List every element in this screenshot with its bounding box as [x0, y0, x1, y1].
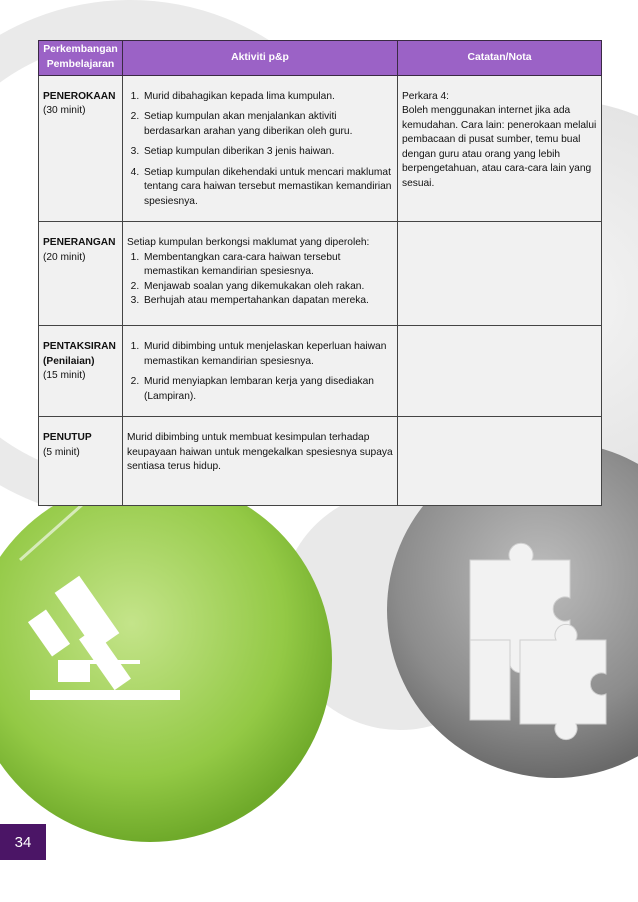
list-item: 3. Berhujah atau mempertahankan dapatan mereka. — [142, 294, 393, 308]
closing-text: Murid dibimbing untuk membuat kesimpulan terhadap keupayaan haiwan untuk mengekalkan spesiesnya supaya sentiasa terus hidup. — [127, 432, 393, 473]
activities-intro: Setiap kumpulan berkongsi maklumat yang diperoleh: — [127, 237, 370, 249]
list-item: 4. Setiap kumpulan dikehendaki untuk mencari maklumat tentang cara haiwan tersebut memastikan kemandirian spesiesnya. — [142, 166, 393, 209]
stage-cell — [39, 417, 123, 506]
notes-cell — [398, 417, 602, 506]
activities-cell — [123, 76, 398, 222]
header-stage: Perkembangan Pembelajaran — [39, 41, 123, 76]
table-header-row — [39, 41, 602, 76]
stage-name: PENERANGAN — [43, 237, 116, 249]
activities-cell — [123, 222, 398, 326]
list-item: 3. Setiap kumpulan diberikan 3 jenis haiwan. — [142, 145, 393, 159]
stage-subtitle: (Penilaian) — [43, 355, 95, 367]
notes-cell — [398, 326, 602, 417]
list-item: 2. Setiap kumpulan akan menjalankan aktiviti berdasarkan arahan yang diberikan oleh guru. — [142, 110, 393, 139]
activities-list — [127, 90, 393, 209]
notes-cell — [398, 76, 602, 222]
stage-cell — [39, 76, 123, 222]
table-row — [39, 222, 602, 326]
stage-name: PENUTUP — [43, 432, 92, 444]
page-number: 34 — [0, 824, 46, 860]
activities-cell — [123, 326, 398, 417]
table-row — [39, 76, 602, 222]
stage-duration: (15 minit) — [43, 370, 86, 382]
list-item: 2. Murid menyiapkan lembaran kerja yang disediakan (Lampiran). — [142, 375, 393, 404]
header-notes: Catatan/Nota — [398, 41, 602, 76]
table-row — [39, 326, 602, 417]
header-activities: Aktiviti p&p — [123, 41, 398, 76]
stage-duration: (5 minit) — [43, 446, 80, 458]
activities-cell — [123, 417, 398, 506]
note-title: Perkara 4: — [402, 91, 449, 102]
activities-list — [127, 340, 393, 404]
notes-cell — [398, 222, 602, 326]
stage-duration: (30 minit) — [43, 105, 86, 117]
stage-name: PENTAKSIRAN — [43, 341, 116, 353]
list-item: 1. Murid dibimbing untuk menjelaskan keperluan haiwan memastikan kemandirian spesiesnya. — [142, 340, 393, 369]
list-item: 1. Membentangkan cara-cara haiwan tersebut memastikan kemandirian spesiesnya. — [142, 251, 393, 280]
stage-cell — [39, 326, 123, 417]
note-text: Boleh menggunakan internet jika ada kemudahan. Cara lain: penerokaan melalui pembacaan di pusat sumber, temu bual dengan guru atau orang yang lebih berpengetahuan, atau cara-cara lain yang sesuai. — [402, 105, 597, 189]
stage-duration: (20 minit) — [43, 251, 86, 263]
table-row — [39, 417, 602, 506]
lesson-plan-table — [38, 40, 602, 506]
list-item: 1. Murid dibahagikan kepada lima kumpulan. — [142, 90, 393, 104]
list-item: 2. Menjawab soalan yang dikemukakan oleh rakan. — [142, 280, 393, 294]
stage-cell — [39, 222, 123, 326]
activities-list — [127, 251, 393, 309]
stage-name: PENEROKAAN — [43, 91, 116, 102]
